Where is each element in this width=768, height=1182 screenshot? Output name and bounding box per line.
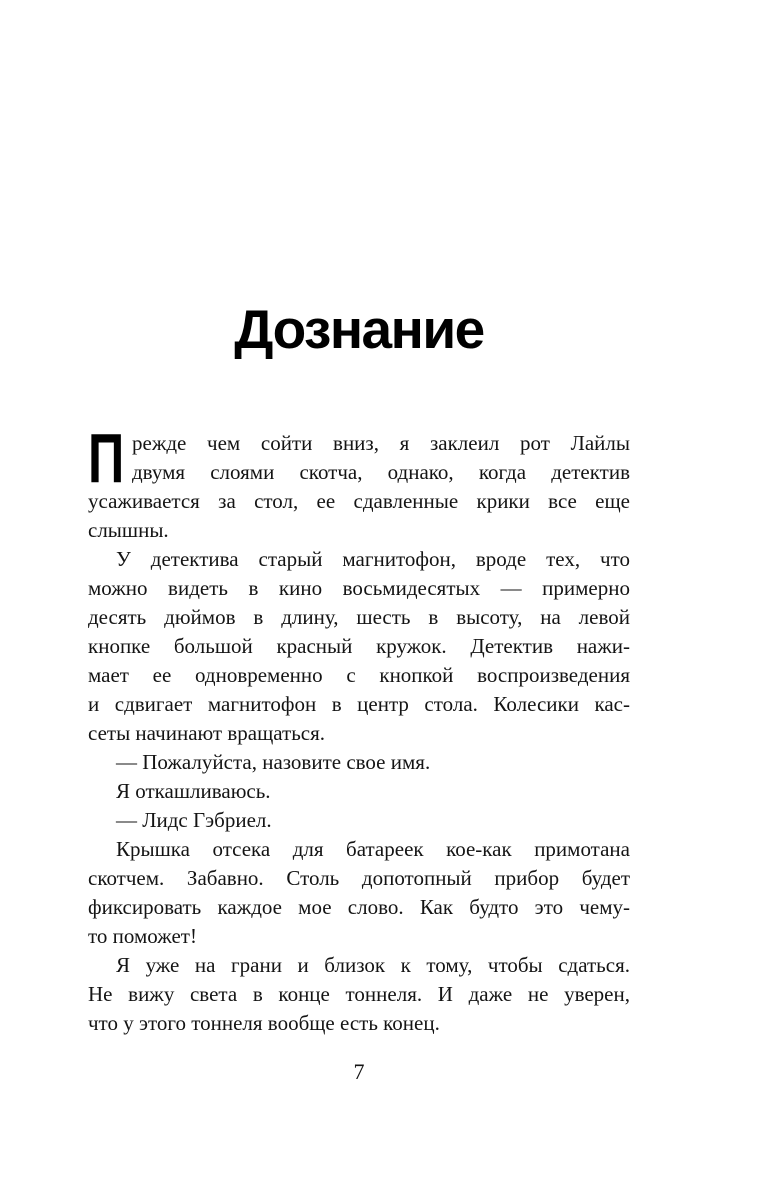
text-line: Я уже на грани и близок к тому, чтобы сдаться. [116,953,630,977]
text-line: Крышка отсека для батареек кое-как примотана [116,837,630,861]
paragraph [88,835,630,951]
text-line: Не вижу света в конце тоннеля. И даже не уверен, [88,982,630,1006]
text-line: скотчем. Забавно. Столь допотопный прибор будет [88,866,630,890]
text-line: что у этого тоннеля вообще есть конец. [88,1011,440,1035]
paragraph [88,545,630,748]
paragraph [88,951,630,1038]
text-line: У детектива старый магнитофон, вроде тех, что [116,547,630,571]
text-line: сеты начинают вращаться. [88,721,326,745]
drop-cap: П [88,419,125,497]
text-line: слышны. [88,518,169,542]
text-line: усаживается за стол, ее сдавленные крики все еще [88,489,630,513]
text-line: мает ее одновременно с кнопкой воспроизведения [88,663,630,687]
page-number: 7 [353,1059,365,1084]
text-line: фиксировать каждое мое слово. Как будто это чему- [88,895,630,919]
text-line: — Лидс Гэбриел. [116,808,272,832]
paragraph [88,748,630,777]
chapter-body [88,419,630,1038]
text-line: то поможет! [88,924,197,948]
text-line: десять дюймов в длину, шесть в высоту, на левой [88,605,630,629]
text-line: Я откашливаюсь. [116,779,271,803]
text-line: кнопке большой красный кружок. Детектив нажи- [88,634,630,658]
text-line: можно видеть в кино восьмидесятых — примерно [88,576,630,600]
text-line: режде чем сойти вниз, я заклеил рот Лайлы [132,431,630,455]
paragraph [88,777,630,806]
paragraph [88,806,630,835]
text-line: двумя слоями скотча, однако, когда детектив [132,460,630,484]
paragraph [88,419,630,545]
text-line: и сдвигает магнитофон в центр стола. Колесики кас- [88,692,630,716]
text-line: — Пожалуйста, назовите свое имя. [116,750,431,774]
chapter-title: Дознание [234,298,484,360]
